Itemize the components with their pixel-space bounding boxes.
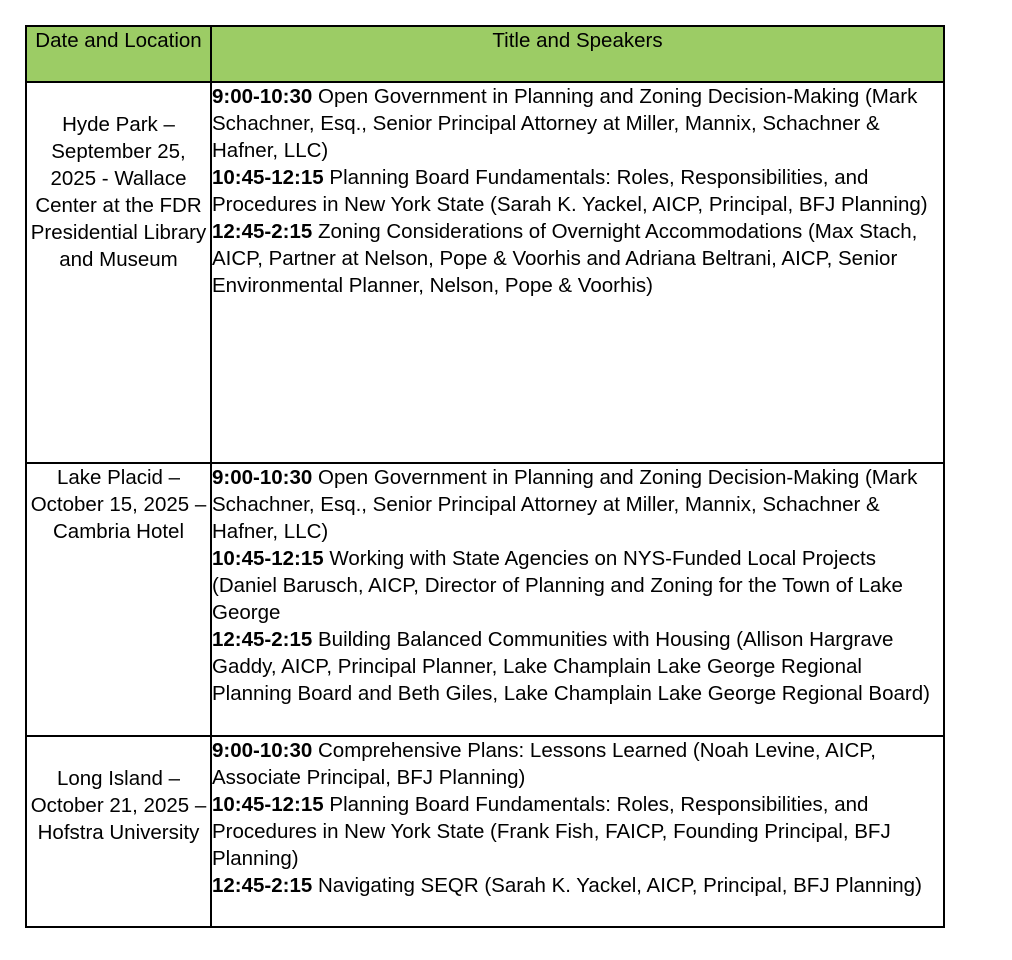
session-time: 10:45-12:15 [212,166,324,189]
session-item [212,872,943,899]
session-item [212,83,943,164]
location-cell [26,736,211,927]
session-title: Planning Board Fundamentals: Roles, Responsibilities, and Procedures in New York State (Frank Fish, FAICP, Founding Principal, BFJ Planning) [212,793,891,870]
schedule-table [25,25,945,928]
session-item [212,218,943,299]
table-row [26,463,944,736]
table-header [26,26,944,82]
session-item [212,464,943,545]
session-time: 10:45-12:15 [212,793,324,816]
session-time: 12:45-2:15 [212,220,313,243]
session-item [212,737,943,791]
location-cell [26,463,211,736]
session-item [212,626,943,707]
session-time: 12:45-2:15 [212,874,313,897]
sessions-cell [211,463,944,736]
session-item [212,791,943,872]
table-row [26,736,944,927]
location-text: Hyde Park – September 25, 2025 - Wallace Center at the FDR Presidential Library and Museum [30,113,207,271]
session-time: 9:00-10:30 [212,466,313,489]
location-cell [26,82,211,463]
session-title: Zoning Considerations of Overnight Accommodations (Max Stach, AICP, Partner at Nelson, Pope & Voorhis and Adriana Beltrani, AICP, Senior Environmental Planner, Nelson, Pope & Voorhis) [212,220,918,297]
session-title: Open Government in Planning and Zoning Decision-Making (Mark Schachner, Esq., Senior Principal Attorney at Miller, Mannix, Schachner & Hafner, LLC) [212,466,918,543]
sessions-cell [211,736,944,927]
session-title: Working with State Agencies on NYS-Funded Local Projects (Daniel Barusch, AICP, Director of Planning and Zoning for the Town of Lake George [212,547,903,624]
session-title: Planning Board Fundamentals: Roles, Responsibilities, and Procedures in New York State (Sarah K. Yackel, AICP, Principal, BFJ Planning) [212,166,928,216]
session-title: Navigating SEQR (Sarah K. Yackel, AICP, Principal, BFJ Planning) [312,874,922,897]
header-date-location: Date and Location [26,26,211,82]
location-text: Lake Placid – October 15, 2025 – Cambria Hotel [30,466,207,543]
session-time: 9:00-10:30 [212,85,313,108]
session-time: 12:45-2:15 [212,628,313,651]
session-title: Open Government in Planning and Zoning Decision-Making (Mark Schachner, Esq., Senior Principal Attorney at Miller, Mannix, Schachner & Hafner, LLC) [212,85,918,162]
session-item [212,164,943,218]
session-title: Building Balanced Communities with Housing (Allison Hargrave Gaddy, AICP, Principal Planner, Lake Champlain Lake George Regional Planning Board and Beth Giles, Lake Champlain Lake George Regional Board) [212,628,930,705]
session-item [212,545,943,626]
table-row [26,82,944,463]
session-title: Comprehensive Plans: Lessons Learned (Noah Levine, AICP, Associate Principal, BFJ Planning) [212,739,877,789]
session-time: 10:45-12:15 [212,547,324,570]
header-title-speakers: Title and Speakers [211,26,944,82]
sessions-cell [211,82,944,463]
session-time: 9:00-10:30 [212,739,313,762]
header-row [26,26,944,82]
location-text: Long Island – October 21, 2025 – Hofstra University [30,767,207,844]
